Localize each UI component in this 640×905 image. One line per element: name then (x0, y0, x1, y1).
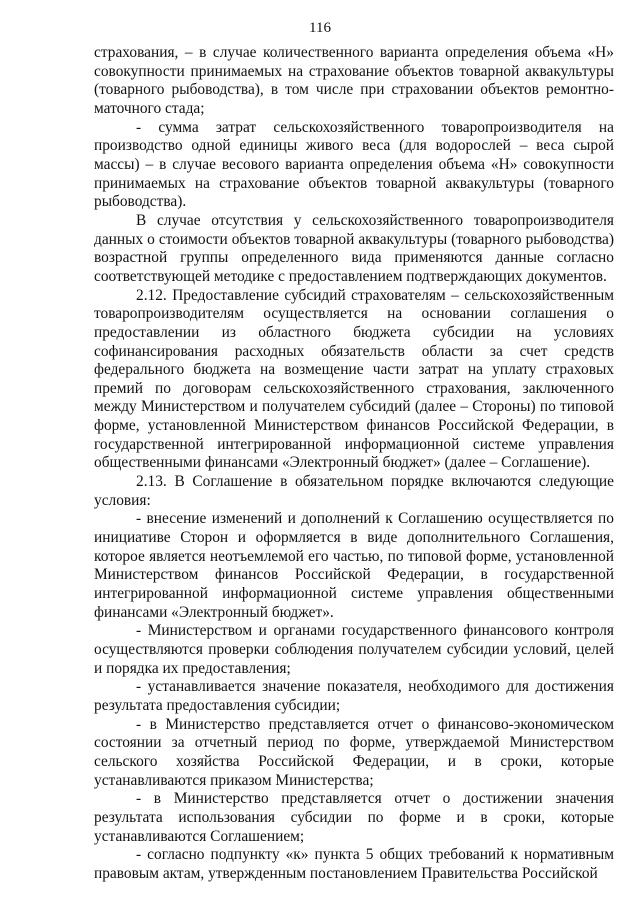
document-body (94, 44, 614, 884)
page-number: 116 (309, 20, 331, 36)
paragraph-missing-data: В случае отсутствия у сельскохозяйственного товаропроизводителя данных о стоимости объектов товарной аквакультуры (товарного рыбоводства) возрастной группы определенного вида применяются данные согласно соответствующей методике с предоставлением подтверждающих документов. (94, 211, 614, 285)
paragraph-list-item-cost: - сумма затрат сельскохозяйственного товаропроизводителя на производство одной единицы живого веса (для водорослей – веса сырой массы) – в случае весового варианта определения объема «Н» совокупности принимаемых на страхование объектов товарной аквакультуры (товарного рыбоводства). (94, 118, 614, 211)
paragraph-clause-2-12: 2.12. Предоставление субсидий страхователям – сельскохозяйственным товаропроизводителям осуществляется на основании соглашения о предоставлении из областного бюджета субсидии на условиях софинансирования расходных обязательств области за счет средств федерального бюджета на возмещение части затрат на уплату страховых премий по договорам сельскохозяйственного страхования, заключенного между Министерством и получателем субсидий (далее – Стороны) по типовой форме, установленной Министерством финансов Российской Федерации, в государственной интегрированной информационной системе управления общественными финансами «Электронный бюджет» (далее – Соглашение). (94, 286, 614, 472)
paragraph-clause-2-13: 2.13. В Соглашение в обязательном порядке включаются следующие условия: (94, 473, 614, 509)
paragraph-list-item-requirements: - согласно подпункту «к» пункта 5 общих требований к нормативным правовым актам, утвержденным постановлением Правительства Российской (94, 846, 614, 882)
paragraph-list-item-inspections: - Министерством и органами государственного финансового контроля осуществляются проверки соблюдения получателем субсидии условий, целей и порядка их предоставления; (94, 622, 614, 677)
paragraph-list-item-amendments: - внесение изменений и дополнений к Соглашению осуществляется по инициативе Сторон и оформляется в виде дополнительного Соглашения, которое является неотъемлемой его частью, по типовой форме, установленной Министерством финансов Российской Федерации, в государственной интегрированной информационной системе управления общественными финансами «Электронный бюджет». (94, 510, 614, 621)
paragraph-continuation: страхования, – в случае количественного варианта определения объема «Н» совокупности принимаемых на страхование объектов товарной аквакультуры (товарного рыбоводства), в том числе при страховании объектов ремонтно-маточного стада; (94, 44, 614, 117)
paragraph-list-item-result-report: - в Министерство представляется отчет о достижении значения результата использования субсидии по форме и в сроки, которые устанавливаются Соглашением; (94, 790, 614, 845)
paragraph-list-item-financial-report: - в Министерство представляется отчет о финансово-экономическом состоянии за отчетный период по форме, утверждаемой Министерством сельского хозяйства Российской Федерации, и в сроки, которые устанавливаются приказом Министерства; (94, 715, 614, 789)
paragraph-list-item-indicator: - устанавливается значение показателя, необходимого для достижения результата предоставления субсидии; (94, 678, 614, 714)
